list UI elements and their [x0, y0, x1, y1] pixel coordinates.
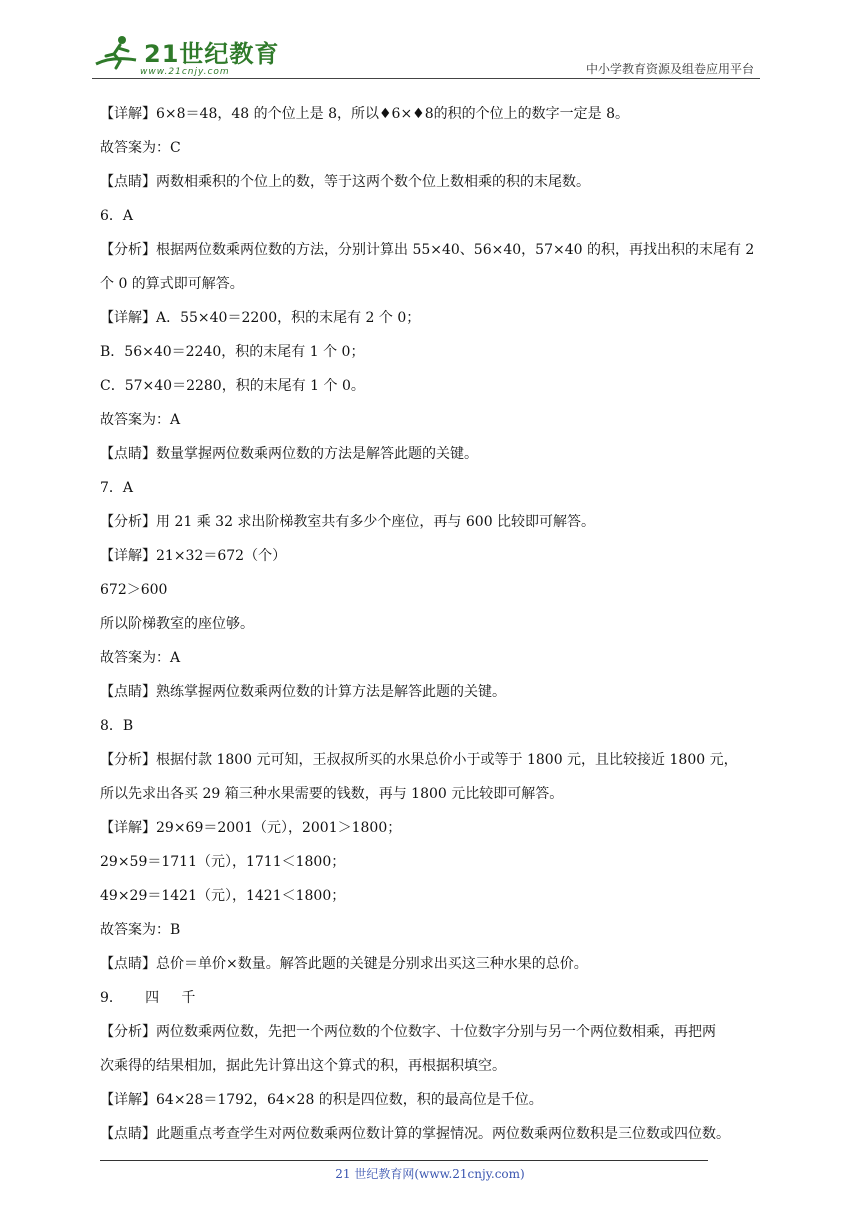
- text-line: 【分析】根据两位数乘两位数的方法，分别计算出 55×40、56×40，57×40 的积，再找出积的末尾有 2: [100, 242, 755, 258]
- site-logo[interactable]: [92, 34, 292, 77]
- text-line: 49×29＝1421（元），1421＜1800；: [100, 888, 346, 904]
- text-line: 【详解】64×28＝1792，64×28 的积是四位数，积的最高位是千位。: [100, 1092, 543, 1108]
- text-line: 【点睛】熟练掌握两位数乘两位数的计算方法是解答此题的关键。: [100, 684, 506, 700]
- text-line: 【详解】29×69＝2001（元），2001＞1800；: [100, 820, 402, 836]
- logo-url: www.21cnjy.com: [140, 67, 230, 77]
- text-line: 【点睛】此题重点考查学生对两位数乘两位数计算的掌握情况。两位数乘两位数积是三位数或四位数。: [100, 1126, 730, 1142]
- text-line: 故答案为：B: [100, 922, 181, 938]
- footer-divider: [100, 1160, 708, 1161]
- question-number: 9． 四 千: [100, 990, 196, 1006]
- question-number: 6．A: [100, 208, 134, 224]
- question-number: 7．A: [100, 480, 134, 496]
- text-line: 【分析】根据付款 1800 元可知，王叔叔所买的水果总价小于或等于 1800 元，且比较接近 1800 元，: [100, 752, 738, 768]
- runner-logo-icon: [92, 34, 144, 74]
- text-line: C．57×40＝2280，积的末尾有 1 个 0。: [100, 378, 365, 394]
- text-line: 【点睛】总价＝单价×数量。解答此题的关键是分别求出买这三种水果的总价。: [100, 956, 588, 972]
- page-header: [92, 30, 760, 80]
- text-line: 【详解】6×8＝48，48 的个位上是 8，所以♦6×♦8的积的个位上的数字一定是 8。: [100, 106, 629, 122]
- text-line: 故答案为：A: [100, 412, 181, 428]
- text-line: 【详解】A．55×40＝2200，积的末尾有 2 个 0；: [100, 310, 421, 326]
- question-number: 8．B: [100, 718, 134, 734]
- text-line: 个 0 的算式即可解答。: [100, 276, 244, 292]
- text-line: 所以阶梯教室的座位够。: [100, 616, 254, 632]
- text-line: 故答案为：A: [100, 650, 181, 666]
- text-line: 故答案为：C: [100, 140, 181, 156]
- text-line: 【分析】两位数乘两位数，先把一个两位数的个位数字、十位数字分别与另一个两位数相乘，再把两: [100, 1024, 716, 1040]
- header-divider: [92, 78, 760, 79]
- text-line: 672＞600: [100, 582, 168, 598]
- header-platform-label: 中小学教育资源及组卷应用平台: [585, 62, 754, 76]
- text-line: 【点睛】两数相乘积的个位上的数，等于这两个数个位上数相乘的积的末尾数。: [100, 174, 590, 190]
- logo-text: 21世纪教育: [144, 40, 280, 68]
- text-line: 【点睛】数量掌握两位数乘两位数的方法是解答此题的关键。: [100, 446, 478, 462]
- text-line: 【详解】21×32＝672（个）: [100, 548, 287, 564]
- text-line: 29×59＝1711（元），1711＜1800；: [100, 854, 346, 870]
- text-line: B．56×40＝2240，积的末尾有 1 个 0；: [100, 344, 365, 360]
- footer-link[interactable]: 21 世纪教育网(www.21cnjy.com): [335, 1167, 525, 1181]
- text-line: 【分析】用 21 乘 32 求出阶梯教室共有多少个座位，再与 600 比较即可解答。: [100, 514, 596, 530]
- text-line: 次乘得的结果相加，据此先计算出这个算式的积，再根据积填空。: [100, 1058, 506, 1074]
- text-line: 所以先求出各买 29 箱三种水果需要的钱数，再与 1800 元比较即可解答。: [100, 786, 564, 802]
